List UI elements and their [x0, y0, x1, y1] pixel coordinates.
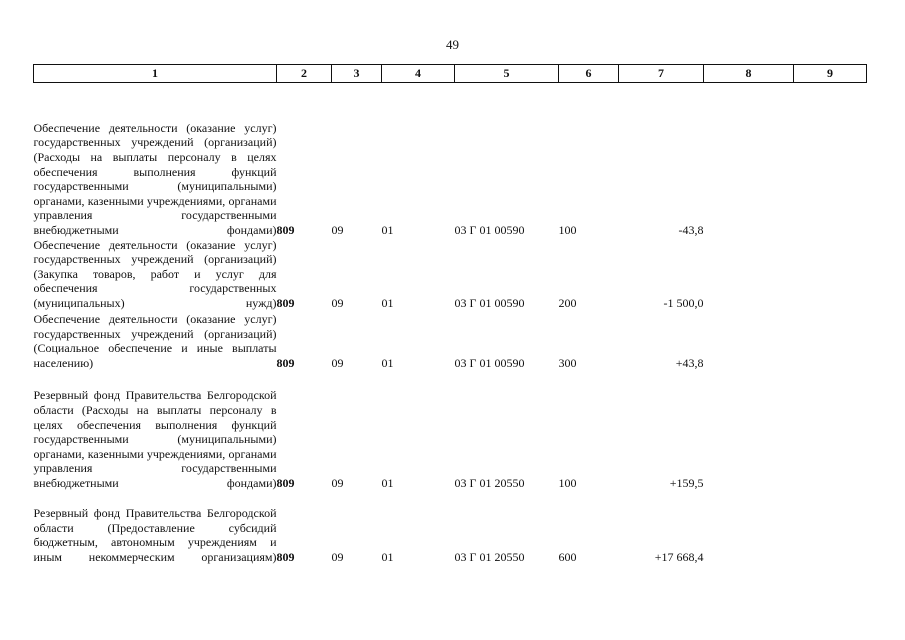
- row-amount: +159,5: [669, 475, 704, 490]
- column-header-2: 2: [277, 65, 332, 83]
- row-subsection: 01: [381, 549, 394, 564]
- column-header-6: 6: [559, 65, 619, 83]
- row-col-9: [794, 83, 867, 238]
- row-expense-type: 200: [558, 295, 577, 310]
- row-col-8: [704, 311, 794, 371]
- row-description: Обеспечение деятельности (оказание услуг) государственных учреждений (организаций) (Закупка товаров, работ и услуг для обеспечения государственных (муниципальных) нужд): [33, 237, 277, 310]
- row-subsection: 01: [381, 355, 394, 370]
- table-row: [34, 491, 867, 565]
- column-header-7: 7: [619, 65, 704, 83]
- row-section: 09: [331, 355, 344, 370]
- row-code: 809: [276, 475, 295, 490]
- row-description: Резервный фонд Правительства Белгородской области (Предоставление субсидий бюджетным, автономным учреждениям и иным некоммерческим организациям): [33, 506, 277, 564]
- row-col-8: [704, 238, 794, 311]
- row-col-8: [704, 371, 794, 491]
- column-header-8: 8: [704, 65, 794, 83]
- column-header-3: 3: [332, 65, 382, 83]
- column-header-9: 9: [794, 65, 867, 83]
- row-subsection: 01: [381, 222, 394, 237]
- row-section: 09: [331, 549, 344, 564]
- row-subsection: 01: [381, 295, 394, 310]
- row-article: 03 Г 01 20550: [454, 549, 525, 564]
- row-code: 809: [276, 295, 295, 310]
- row-section: 09: [331, 475, 344, 490]
- row-amount: +17 668,4: [654, 549, 704, 564]
- row-code: 809: [276, 222, 295, 237]
- column-header-1: 1: [34, 65, 277, 83]
- row-subsection: 01: [381, 475, 394, 490]
- row-expense-type: 600: [558, 549, 577, 564]
- column-header-5: 5: [455, 65, 559, 83]
- row-article: 03 Г 01 00590: [454, 222, 525, 237]
- row-amount: +43,8: [675, 355, 704, 370]
- row-col-8: [704, 83, 794, 238]
- page-number: 49: [446, 37, 459, 52]
- row-col-9: [794, 491, 867, 565]
- row-description: Резервный фонд Правительства Белгородской области (Расходы на выплаты персоналу в целях обеспечения выполнения функций государственными (муниципальными) органами, казенными учреждениями, органами управления государственными внебюджетными фондами): [33, 388, 277, 490]
- column-header-4: 4: [382, 65, 455, 83]
- table-row: [34, 83, 867, 238]
- row-article: 03 Г 01 00590: [454, 355, 525, 370]
- row-col-9: [794, 238, 867, 311]
- row-description: Обеспечение деятельности (оказание услуг) государственных учреждений (организаций) (Социальное обеспечение и иные выплаты населению): [33, 312, 277, 370]
- row-amount: -1 500,0: [663, 295, 704, 310]
- row-description: Обеспечение деятельности (оказание услуг) государственных учреждений (организаций) (Расходы на выплаты персоналу в целях обеспечения выполнения функций государственными (муниципальными) органами, казенными учреждениями, органами управления государственными внебюджетными фондами): [33, 120, 277, 237]
- row-code: 809: [276, 355, 295, 370]
- row-expense-type: 100: [558, 475, 577, 490]
- table-row: [34, 371, 867, 491]
- row-article: 03 Г 01 00590: [454, 295, 525, 310]
- row-col-8: [704, 491, 794, 565]
- budget-table: [33, 64, 867, 565]
- row-code: 809: [276, 549, 295, 564]
- row-section: 09: [331, 295, 344, 310]
- row-expense-type: 300: [558, 355, 577, 370]
- row-expense-type: 100: [558, 222, 577, 237]
- row-col-9: [794, 371, 867, 491]
- row-section: 09: [331, 222, 344, 237]
- row-col-9: [794, 311, 867, 371]
- table-header-row: [34, 65, 867, 83]
- table-row: [34, 238, 867, 311]
- row-article: 03 Г 01 20550: [454, 475, 525, 490]
- table-row: [34, 311, 867, 371]
- row-amount: -43,8: [678, 222, 704, 237]
